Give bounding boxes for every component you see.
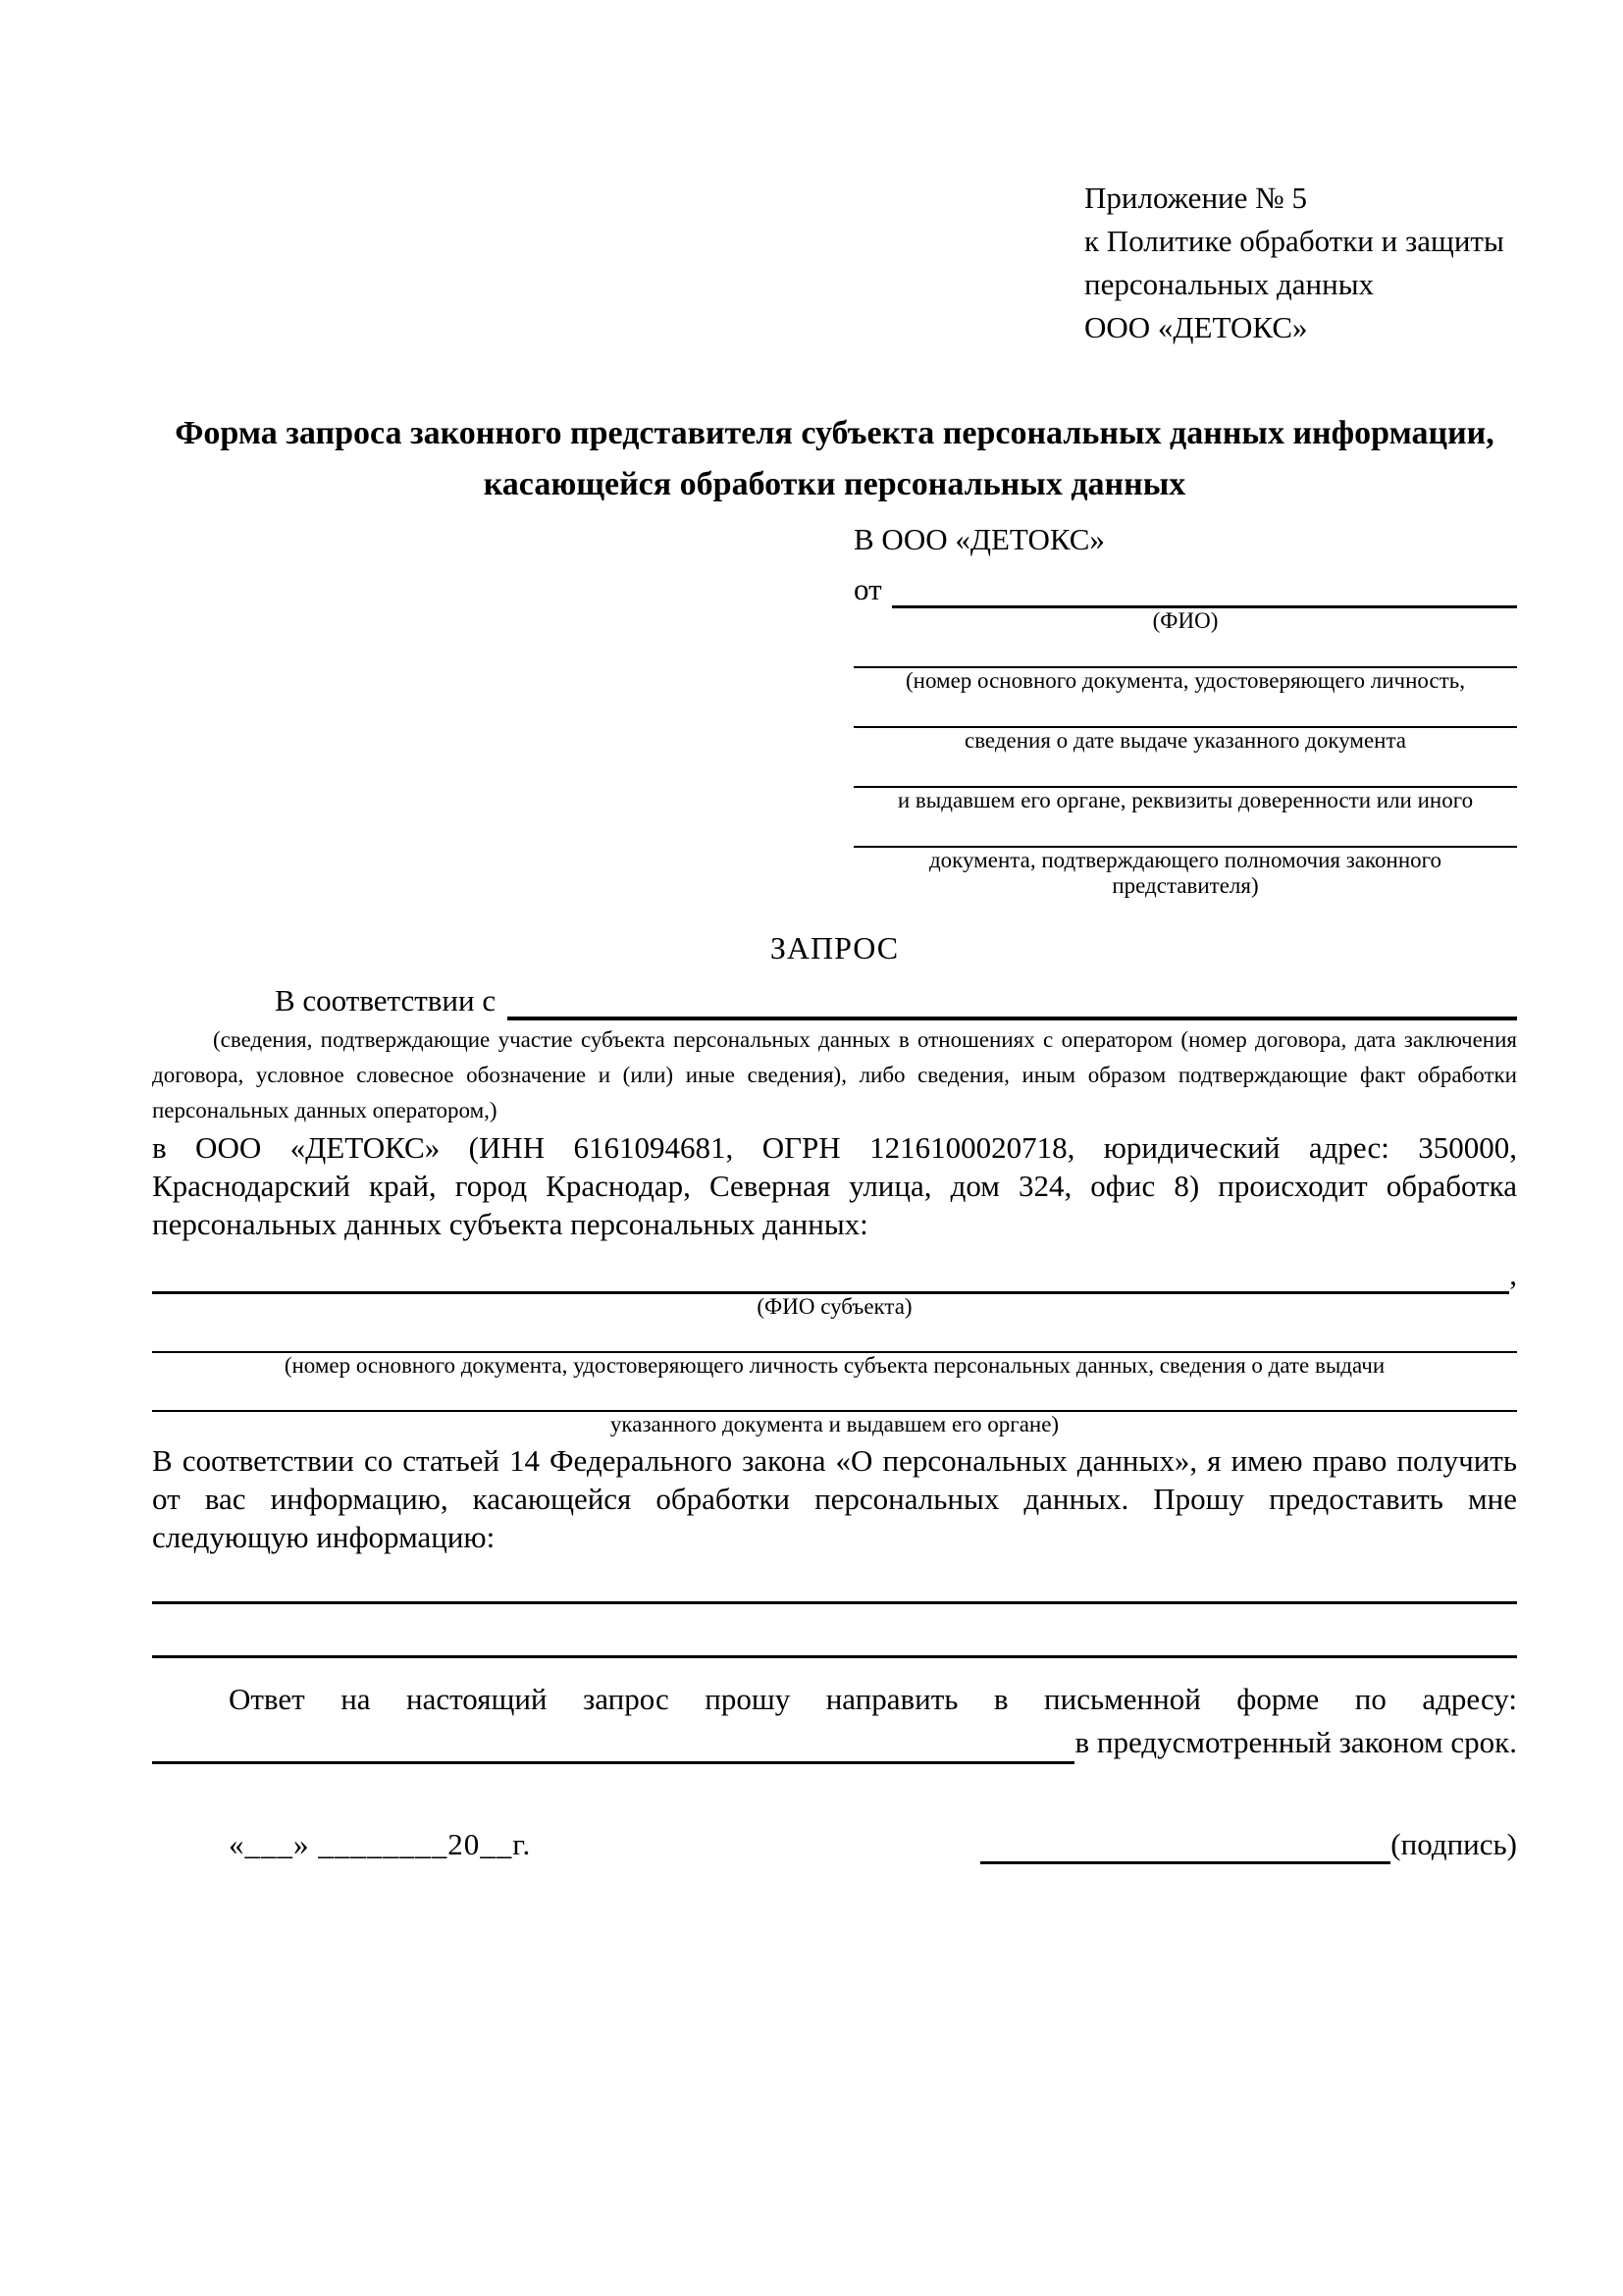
date-line[interactable]: «___» ________20__г. [229,1827,532,1861]
field-caption-representative-doc: документа, подтверждающего полномочия законного представителя) [928,848,1441,898]
appendix-line: к Политике обработки и защиты [1084,224,1504,258]
field-caption-doc-number: (номер основного документа, удостоверяющего личность, [905,668,1465,693]
signature-label: (подпись) [1390,1827,1517,1861]
field-caption-authority: и выдавшем его органе, реквизиты доверенности или иного [897,788,1474,812]
operator-paragraph: в ООО «ДЕТОКС» (ИНН 6161094681, ОГРН 1216100020718, юридический адрес: 350000, Краснодарский край, город Краснодар, Северная улица, дом 324, офис 8) происходит обработка персональных данных субъекта персональных данных: [152,1130,1517,1241]
accordance-label: В соответствии с [275,983,497,1018]
signature-fill-line[interactable] [980,1860,1390,1864]
reply-address-intro: Ответ на настоящий запрос прошу направить в письменной форме по адресу: [229,1682,1517,1716]
issuing-authority-fill-line[interactable] [854,754,1517,788]
addressee-to-line: В ООО «ДЕТОКС» [854,522,1105,556]
reply-term-text: в предусмотренный законом срок. [1074,1725,1517,1759]
reply-paragraph [152,1678,1517,1764]
subject-authority-fill-line[interactable] [152,1379,1517,1412]
field-caption-fio: (ФИО) [1152,608,1219,633]
request-heading: ЗАПРОС [769,930,900,965]
rights-paragraph: В соответствии со статьей 14 Федерального закона «О персональных данных», я имею право получить от вас информацию, касающейся обработки персональных данных. Прошу предоставить мне следующую информацию: [152,1443,1517,1554]
appendix-line: персональных данных [1084,267,1375,301]
reply-address-fill-line[interactable] [152,1760,1074,1764]
power-of-attorney-fill-line[interactable] [854,813,1517,848]
appendix-note [1084,177,1517,349]
form-title: Форма запроса законного представителя субъекта персональных данных информации, касающейся обработки персональных данных [175,415,1494,502]
appendix-line: ООО «ДЕТОКС» [1084,310,1308,344]
document-number-fill-line[interactable] [854,634,1517,668]
accordance-fill-line[interactable] [507,1016,1517,1020]
subject-caption-authority: указанного документа и выдавшем его органе) [609,1412,1060,1436]
subject-document-fill-line[interactable] [152,1320,1517,1353]
issue-date-fill-line[interactable] [854,694,1517,728]
appendix-line: Приложение № 5 [1084,181,1307,215]
date-signature-row [152,1825,1517,1864]
reply-address-line [152,1721,1517,1764]
addressee-block [854,520,1517,899]
accordance-line [152,981,1517,1020]
accordance-footnote: (сведения, подтверждающие участие субъекта персональных данных в отношениях с оператором (номер договора, дата заключения договора, условное словесное обозначение и (или) иные сведения), либо сведения, иным образом подтверждающие факт обработки персональных данных оператором,) [152,1027,1517,1122]
requested-info-fill-line-2[interactable] [152,1655,1517,1658]
requested-info-fill-line-1[interactable] [152,1601,1517,1604]
subject-fio-comma: , [1509,1257,1517,1291]
subject-caption-fio: (ФИО субъекта) [757,1294,913,1319]
signature-block [980,1825,1517,1864]
from-label: от [854,572,882,606]
subject-fio-line [152,1255,1517,1294]
field-caption-issue-date: сведения о дате выдаче указанного документа [964,728,1407,753]
subject-caption-doc-number: (номер основного документа, удостоверяющего личность субъекта персональных данных, сведения о дате выдачи [284,1353,1386,1378]
from-line [854,571,1517,608]
